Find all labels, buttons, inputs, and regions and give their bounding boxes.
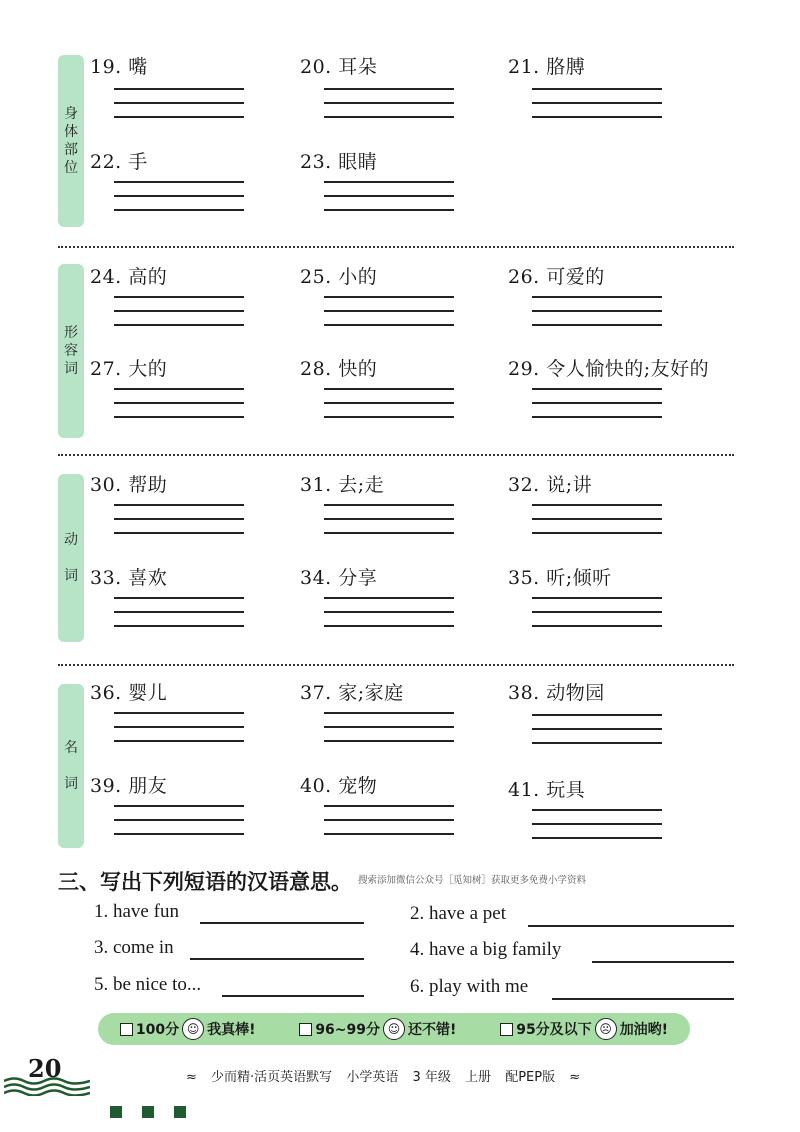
tab-char: 词 [64,568,78,584]
checkbox[interactable] [120,1023,133,1036]
subject: 小学英语 [346,1070,399,1085]
answer-lines[interactable] [324,181,454,223]
vocab-item [90,771,250,798]
answer-lines[interactable] [114,296,244,338]
part3-title: 三、写出下列短语的汉语意思。 [58,870,352,894]
score-bar [98,1013,690,1045]
vocab-item [90,470,250,497]
tab-char: 词 [64,776,78,792]
answer-lines[interactable] [324,805,454,847]
item-label: 38. 动物园 [508,682,605,704]
square-mark [142,1106,154,1118]
answer-lines[interactable] [532,714,662,756]
answer-lines[interactable] [532,88,662,130]
book-title: 少而精·活页英语默写 [211,1070,333,1085]
tab-char: 体 [64,124,78,140]
item-label: 36. 婴儿 [90,682,168,704]
vocab-item [300,262,460,289]
edition: 配PEP版 [505,1070,556,1085]
item-label: 28. 快的 [300,358,378,380]
answer-lines[interactable] [324,388,454,430]
tab-char: 部 [64,142,78,158]
phrase-item: 3. come in [94,937,174,958]
section-tab-verbs [58,474,84,642]
tab-char: 词 [64,361,78,377]
vocab-item [90,147,250,174]
vocab-item [300,52,460,79]
wave-icon: ≈ [569,1070,581,1085]
vocab-item [508,775,668,802]
vocab-item [90,678,250,705]
vocab-item [90,563,250,590]
item-label: 41. 玩具 [508,779,586,801]
answer-lines[interactable] [324,88,454,130]
smile-face-icon: ☺ [182,1018,204,1040]
answer-lines[interactable] [114,712,244,754]
checkbox[interactable] [299,1023,312,1036]
vocab-item [300,771,460,798]
item-label: 35. 听;倾听 [508,567,612,589]
vocab-item [300,470,460,497]
vocab-item [508,354,710,381]
item-label: 24. 高的 [90,266,168,288]
score-label: 95分及以下 [516,1022,592,1038]
vocab-item [90,354,250,381]
section-tab-body-parts [58,55,84,227]
tab-char: 动 [64,532,78,548]
phrase-item: 4. have a big family [410,939,562,960]
vocab-item [300,354,460,381]
section-divider [58,664,734,666]
answer-line[interactable] [222,995,364,997]
phrase-item: 6. play with me [410,976,529,997]
answer-lines[interactable] [114,88,244,130]
item-label: 20. 耳朵 [300,56,378,78]
tab-char: 身 [64,106,78,122]
answer-lines[interactable] [114,388,244,430]
section-divider [58,246,734,248]
score-comment: 还不错! [408,1022,457,1038]
answer-lines[interactable] [114,597,244,639]
item-label: 34. 分享 [300,567,378,589]
item-label: 26. 可爱的 [508,266,605,288]
answer-lines[interactable] [532,504,662,546]
square-mark [110,1106,122,1118]
tab-char: 形 [64,325,78,341]
item-label: 21. 胳膊 [508,56,586,78]
wave-decoration-icon [4,1076,90,1096]
section-tab-adjectives [58,264,84,438]
answer-line[interactable] [592,961,734,963]
score-label: 96~99分 [315,1022,381,1038]
grade: 3 年级 [412,1070,451,1085]
score-option [500,1018,668,1040]
item-label: 40. 宠物 [300,775,378,797]
item-label: 23. 眼睛 [300,151,378,173]
answer-lines[interactable] [324,712,454,754]
answer-lines[interactable] [324,597,454,639]
vocab-item [508,563,668,590]
page-number: 20 [28,1054,62,1083]
answer-lines[interactable] [532,597,662,639]
vocab-item [508,262,668,289]
item-label: 25. 小的 [300,266,378,288]
item-label: 29. 令人愉快的;友好的 [508,358,710,380]
sad-face-icon: ☹ [595,1018,617,1040]
footer-info [186,1066,590,1085]
score-option [299,1018,456,1040]
vocab-item [508,678,668,705]
item-label: 33. 喜欢 [90,567,168,589]
item-label: 31. 去;走 [300,474,385,496]
answer-lines[interactable] [532,296,662,338]
answer-lines[interactable] [114,181,244,223]
answer-line[interactable] [552,998,734,1000]
answer-lines[interactable] [532,388,662,430]
section-divider [58,454,734,456]
answer-lines[interactable] [532,809,662,851]
answer-lines[interactable] [324,504,454,546]
item-label: 30. 帮助 [90,474,168,496]
item-label: 32. 说;讲 [508,474,593,496]
tab-char: 名 [64,740,78,756]
answer-line[interactable] [200,922,364,924]
item-label: 27. 大的 [90,358,168,380]
phrase-item: 5. be nice to... [94,974,202,995]
vocab-item [508,52,668,79]
answer-lines[interactable] [114,504,244,546]
square-mark [174,1106,186,1118]
tab-char: 容 [64,343,78,359]
answer-line[interactable] [528,925,734,927]
smile-face-icon: ☺ [383,1018,405,1040]
vocab-item [300,147,460,174]
vocab-item [300,678,460,705]
tab-char: 位 [64,160,78,176]
promo-note: 搜索添加微信公众号［觅知树］获取更多免费小学资料 [358,875,587,886]
vocab-item [90,262,250,289]
item-label: 39. 朋友 [90,775,168,797]
item-label: 22. 手 [90,151,148,173]
score-label: 100分 [135,1022,180,1038]
phrase-item: 2. have a pet [410,903,507,924]
phrase-item: 1. have fun [94,901,179,922]
item-label: 37. 家;家庭 [300,682,404,704]
wave-icon: ≈ [186,1070,197,1085]
score-option [120,1018,256,1040]
vocab-item [300,563,460,590]
answer-line[interactable] [190,958,364,960]
score-comment: 我真棒! [207,1022,256,1038]
item-label: 19. 嘴 [90,56,148,78]
checkbox[interactable] [500,1023,513,1036]
section-tab-nouns [58,684,84,848]
vocab-item [508,470,668,497]
answer-lines[interactable] [324,296,454,338]
score-comment: 加油哟! [619,1022,669,1038]
volume: 上册 [465,1070,492,1085]
vocab-item [90,52,250,79]
answer-lines[interactable] [114,805,244,847]
